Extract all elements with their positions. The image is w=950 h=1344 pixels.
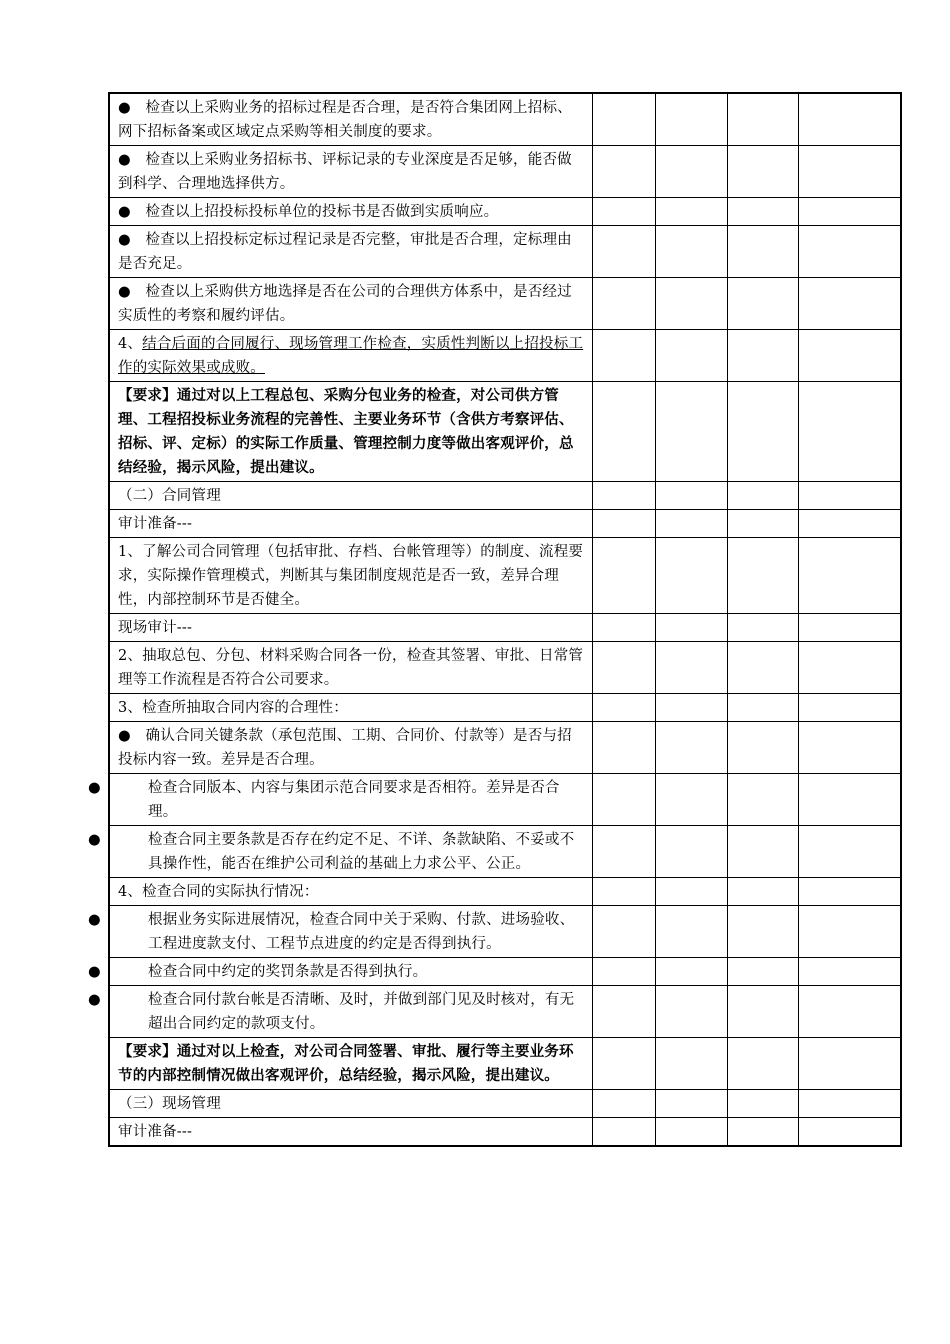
result-cell[interactable] bbox=[727, 958, 798, 986]
table-row bbox=[109, 722, 901, 774]
result-cell[interactable] bbox=[727, 878, 798, 906]
audit-checklist-table bbox=[88, 92, 902, 1147]
table-row bbox=[109, 1090, 901, 1118]
result-cell[interactable] bbox=[798, 482, 901, 510]
result-cell[interactable] bbox=[655, 226, 727, 278]
result-cell[interactable] bbox=[727, 722, 798, 774]
result-cell[interactable] bbox=[798, 958, 901, 986]
result-cell[interactable] bbox=[727, 694, 798, 722]
result-cell[interactable] bbox=[727, 146, 798, 198]
checklist-item-cell: 4、检查合同的实际执行情况： bbox=[109, 878, 592, 906]
result-cell[interactable] bbox=[727, 774, 798, 826]
result-cell[interactable] bbox=[798, 382, 901, 482]
result-cell[interactable] bbox=[655, 614, 727, 642]
bullet-icon: ● bbox=[88, 832, 101, 848]
result-cell[interactable] bbox=[592, 146, 655, 198]
result-cell[interactable] bbox=[655, 878, 727, 906]
checklist-item-cell: ● 确认合同关键条款（承包范围、工期、合同价、付款等）是否与招投标内容一致。差异是否合理。 bbox=[109, 722, 592, 774]
result-cell[interactable] bbox=[727, 482, 798, 510]
result-cell[interactable] bbox=[655, 642, 727, 694]
result-cell[interactable] bbox=[655, 482, 727, 510]
table-row bbox=[109, 694, 901, 722]
table-row bbox=[109, 146, 901, 198]
result-cell[interactable] bbox=[655, 694, 727, 722]
result-cell[interactable] bbox=[727, 826, 798, 878]
result-cell[interactable] bbox=[798, 614, 901, 642]
table-row bbox=[109, 482, 901, 510]
checklist-item-cell bbox=[88, 774, 592, 826]
result-cell[interactable] bbox=[655, 774, 727, 826]
checklist-item-cell: ● 检查以上采购业务招标书、评标记录的专业深度是否足够，能否做到科学、合理地选择供方。 bbox=[109, 146, 592, 198]
result-cell[interactable] bbox=[727, 642, 798, 694]
result-cell[interactable] bbox=[798, 538, 901, 614]
checklist-item-cell: （三）现场管理 bbox=[109, 1090, 592, 1118]
item-number: 4、 bbox=[118, 336, 143, 352]
checklist-item-cell bbox=[88, 906, 592, 958]
item-text: 检查合同版本、内容与集团示范合同要求是否相符。差异是否合理。 bbox=[148, 780, 560, 820]
result-cell[interactable] bbox=[727, 906, 798, 958]
result-cell[interactable] bbox=[727, 382, 798, 482]
result-cell[interactable] bbox=[592, 906, 655, 958]
checklist-item-cell: ● 检查以上采购业务的招标过程是否合理，是否符合集团网上招标、网下招标备案或区域定点采购等相关制度的要求。 bbox=[109, 93, 592, 146]
bullet-icon: ● bbox=[88, 964, 101, 980]
table-row bbox=[109, 826, 901, 878]
result-cell[interactable] bbox=[592, 958, 655, 986]
result-cell[interactable] bbox=[655, 906, 727, 958]
bullet-icon: ● bbox=[88, 912, 101, 928]
result-cell[interactable] bbox=[727, 1118, 798, 1147]
table-row bbox=[109, 614, 901, 642]
result-cell[interactable] bbox=[592, 330, 655, 382]
result-cell[interactable] bbox=[798, 878, 901, 906]
result-cell[interactable] bbox=[727, 226, 798, 278]
table-row bbox=[109, 198, 901, 226]
table-row bbox=[109, 538, 901, 614]
result-cell[interactable] bbox=[592, 774, 655, 826]
result-cell[interactable] bbox=[655, 958, 727, 986]
table-row bbox=[109, 958, 901, 986]
result-cell[interactable] bbox=[798, 722, 901, 774]
requirement-cell: 【要求】通过对以上工程总包、采购分包业务的检查，对公司供方管理、工程招投标业务流程的完善性、主要业务环节（含供方考察评估、招标、评、定标）的实际工作质量、管理控制力度等做出客观评价，总结经验，揭示风险，提出建议。 bbox=[109, 382, 592, 482]
result-cell[interactable] bbox=[592, 482, 655, 510]
result-cell[interactable] bbox=[655, 382, 727, 482]
result-cell[interactable] bbox=[592, 510, 655, 538]
result-cell[interactable] bbox=[592, 694, 655, 722]
result-cell[interactable] bbox=[798, 642, 901, 694]
result-cell[interactable] bbox=[798, 774, 901, 826]
audit-checklist-body bbox=[88, 93, 901, 1146]
checklist-item-cell: 3、检查所抽取合同内容的合理性： bbox=[109, 694, 592, 722]
result-cell[interactable] bbox=[798, 330, 901, 382]
result-cell[interactable] bbox=[798, 906, 901, 958]
result-cell[interactable] bbox=[592, 538, 655, 614]
requirement-cell: 【要求】通过对以上检查，对公司合同签署、审批、履行等主要业务环节的内部控制情况做出客观评价，总结经验，揭示风险，提出建议。 bbox=[109, 1038, 592, 1090]
result-cell[interactable] bbox=[727, 986, 798, 1038]
checklist-item-cell: 现场审计--- bbox=[109, 614, 592, 642]
table-row bbox=[109, 330, 901, 382]
result-cell[interactable] bbox=[655, 510, 727, 538]
result-cell[interactable] bbox=[592, 986, 655, 1038]
table-row bbox=[109, 278, 901, 330]
result-cell[interactable] bbox=[798, 278, 901, 330]
bullet-icon: ● bbox=[88, 992, 101, 1008]
result-cell[interactable] bbox=[727, 93, 798, 146]
checklist-item-cell: ● 检查以上招投标定标过程记录是否完整，审批是否合理，定标理由是否充足。 bbox=[109, 226, 592, 278]
table-row bbox=[109, 1118, 901, 1147]
item-text: 检查合同付款台帐是否清晰、及时，并做到部门见及时核对，有无超出合同约定的款项支付。 bbox=[148, 992, 575, 1032]
result-cell[interactable] bbox=[592, 1118, 655, 1147]
checklist-item-cell bbox=[88, 826, 592, 878]
table-row bbox=[109, 642, 901, 694]
result-cell[interactable] bbox=[655, 826, 727, 878]
result-cell[interactable] bbox=[592, 614, 655, 642]
result-cell[interactable] bbox=[798, 198, 901, 226]
result-cell[interactable] bbox=[798, 826, 901, 878]
result-cell[interactable] bbox=[798, 510, 901, 538]
result-cell[interactable] bbox=[727, 510, 798, 538]
result-cell[interactable] bbox=[592, 722, 655, 774]
table-row bbox=[109, 1038, 901, 1090]
result-cell[interactable] bbox=[798, 694, 901, 722]
result-cell[interactable] bbox=[592, 642, 655, 694]
result-cell[interactable] bbox=[727, 330, 798, 382]
result-cell[interactable] bbox=[727, 1090, 798, 1118]
result-cell[interactable] bbox=[727, 614, 798, 642]
checklist-item-cell bbox=[88, 958, 592, 986]
result-cell[interactable] bbox=[727, 198, 798, 226]
result-cell[interactable] bbox=[592, 278, 655, 330]
result-cell[interactable] bbox=[655, 538, 727, 614]
table-row bbox=[109, 510, 901, 538]
result-cell[interactable] bbox=[798, 93, 901, 146]
result-cell[interactable] bbox=[727, 538, 798, 614]
checklist-item-cell bbox=[109, 330, 592, 382]
item-text: 检查合同主要条款是否存在约定不足、不详、条款缺陷、不妥或不具操作性，能否在维护公司利益的基础上力求公平、公正。 bbox=[148, 832, 575, 872]
result-cell[interactable] bbox=[592, 1090, 655, 1118]
result-cell[interactable] bbox=[592, 93, 655, 146]
result-cell[interactable] bbox=[655, 330, 727, 382]
item-text: 结合后面的合同履行、现场管理工作检查，实质性判断以上招投标工作的实际效果或成败。 bbox=[118, 336, 584, 376]
table-row bbox=[109, 774, 901, 826]
result-cell[interactable] bbox=[655, 722, 727, 774]
checklist-item-cell: 审计准备--- bbox=[109, 1118, 592, 1147]
result-cell[interactable] bbox=[655, 1090, 727, 1118]
result-cell[interactable] bbox=[798, 226, 901, 278]
result-cell[interactable] bbox=[727, 278, 798, 330]
result-cell[interactable] bbox=[798, 1038, 901, 1090]
item-text: 根据业务实际进展情况，检查合同中关于采购、付款、进场验收、工程进度款支付、工程节点进度的约定是否得到执行。 bbox=[148, 912, 575, 952]
result-cell[interactable] bbox=[592, 198, 655, 226]
result-cell[interactable] bbox=[798, 1090, 901, 1118]
table-row bbox=[109, 986, 901, 1038]
result-cell[interactable] bbox=[592, 878, 655, 906]
checklist-item-cell: ● 检查以上招投标投标单位的投标书是否做到实质响应。 bbox=[109, 198, 592, 226]
checklist-item-cell: ● 检查以上采购供方地选择是否在公司的合理供方体系中，是否经过实质性的考察和履约评估。 bbox=[109, 278, 592, 330]
table-row bbox=[109, 382, 901, 482]
checklist-item-cell bbox=[88, 986, 592, 1038]
result-cell[interactable] bbox=[655, 986, 727, 1038]
result-cell[interactable] bbox=[798, 146, 901, 198]
result-cell[interactable] bbox=[798, 1118, 901, 1147]
bullet-icon: ● bbox=[88, 780, 101, 796]
result-cell[interactable] bbox=[655, 198, 727, 226]
table-row bbox=[109, 878, 901, 906]
table-row bbox=[109, 93, 901, 146]
checklist-item-cell: 1、了解公司合同管理（包括审批、存档、台帐管理等）的制度、流程要求，实际操作管理模式，判断其与集团制度规范是否一致，差异合理性，内部控制环节是否健全。 bbox=[109, 538, 592, 614]
result-cell[interactable] bbox=[798, 986, 901, 1038]
result-cell[interactable] bbox=[655, 146, 727, 198]
result-cell[interactable] bbox=[655, 93, 727, 146]
result-cell[interactable] bbox=[592, 382, 655, 482]
result-cell[interactable] bbox=[655, 1118, 727, 1147]
result-cell[interactable] bbox=[655, 1038, 727, 1090]
checklist-item-cell: （二）合同管理 bbox=[109, 482, 592, 510]
checklist-item-cell: 审计准备--- bbox=[109, 510, 592, 538]
result-cell[interactable] bbox=[592, 1038, 655, 1090]
item-text: 检查合同中约定的奖罚条款是否得到执行。 bbox=[148, 964, 428, 980]
result-cell[interactable] bbox=[727, 1038, 798, 1090]
result-cell[interactable] bbox=[592, 826, 655, 878]
checklist-item-cell: 2、抽取总包、分包、材料采购合同各一份，检查其签署、审批、日常管理等工作流程是否符合公司要求。 bbox=[109, 642, 592, 694]
result-cell[interactable] bbox=[655, 278, 727, 330]
table-row bbox=[109, 906, 901, 958]
result-cell[interactable] bbox=[592, 226, 655, 278]
table-row bbox=[109, 226, 901, 278]
